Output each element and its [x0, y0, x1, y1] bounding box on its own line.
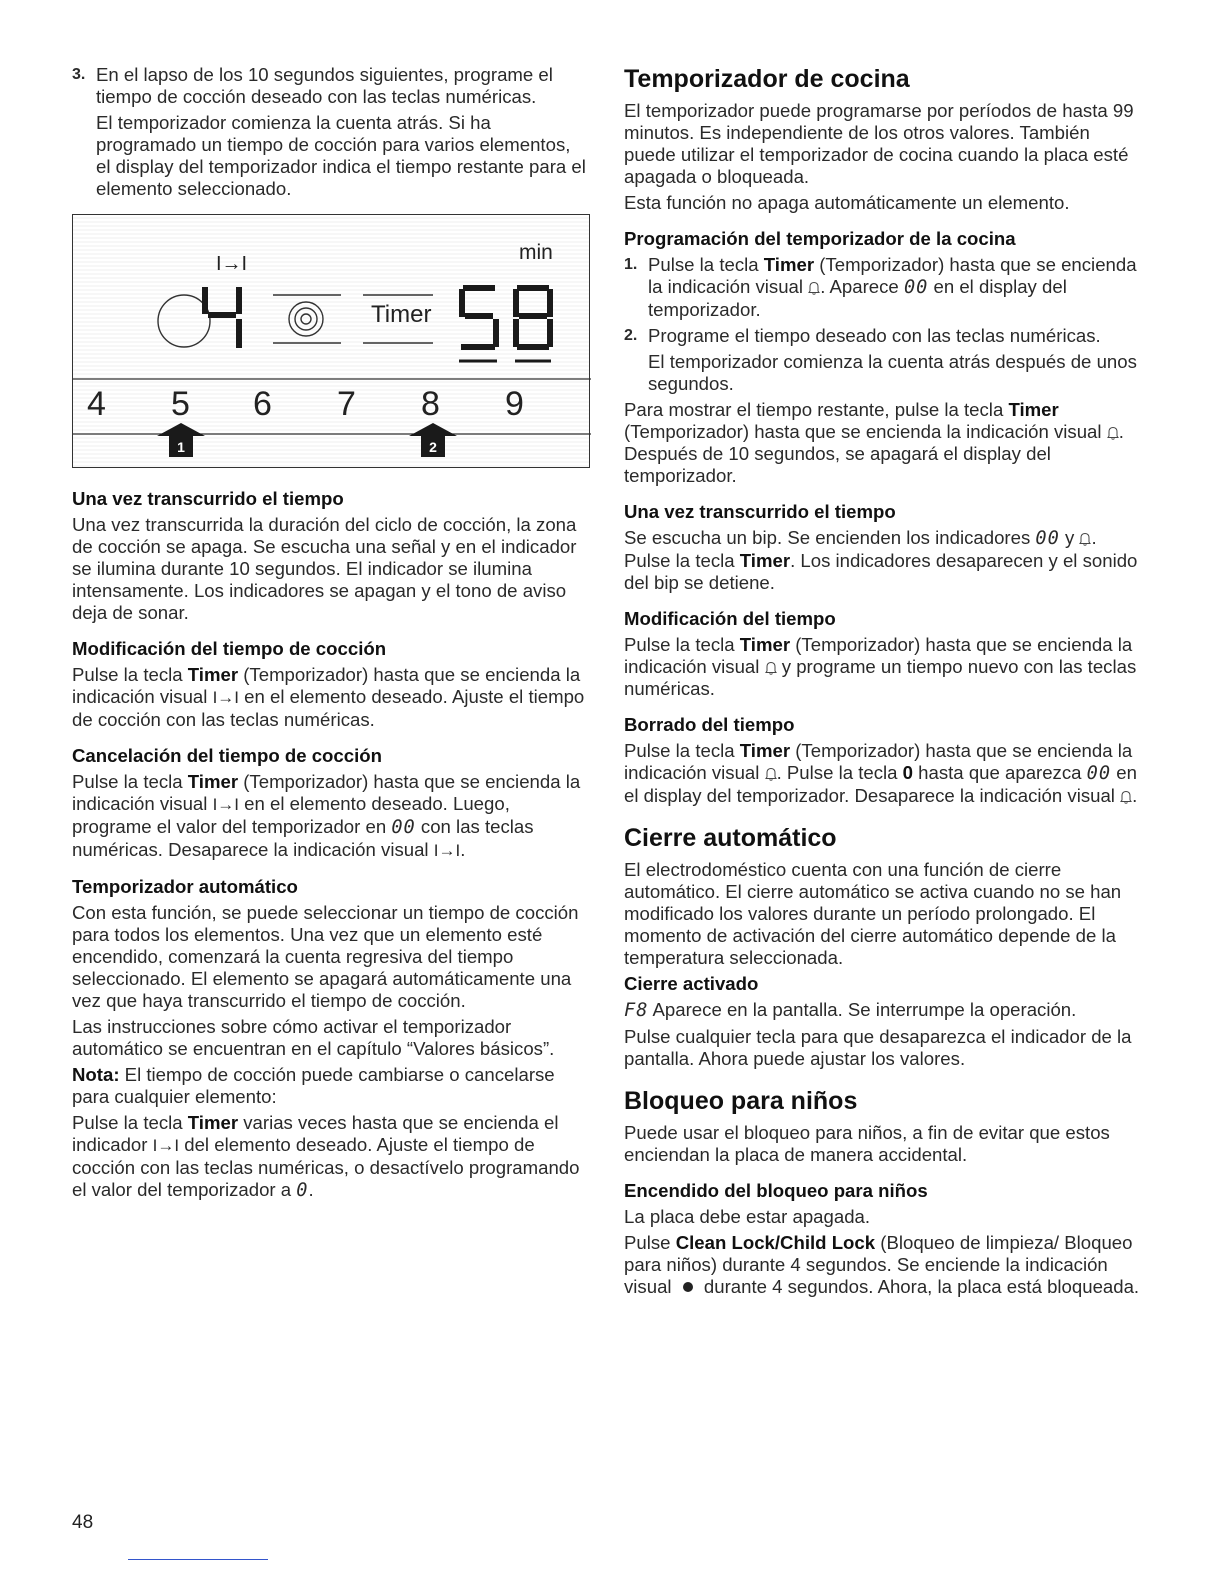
key-9: 9	[505, 385, 524, 423]
step-3-note: El temporizador comienza la cuenta atrás. Si ha programado un tiempo de cocción para varios elementos, el display del temporizador indica el tiempo restante para el elemento seleccionado.	[96, 112, 586, 199]
timer-ring-icon	[289, 302, 323, 336]
key-8: 8	[421, 385, 440, 423]
key-4: 4	[87, 385, 106, 423]
segment-0: 0	[296, 1180, 309, 1201]
heading-kitchen-timer: Temporizador de cocina	[624, 65, 910, 93]
shutoff-active-text-2: Pulse cualquier tecla para que desaparezca el indicador de la pantalla. Ahora puede ajustar los valores.	[624, 1026, 1132, 1069]
timer-digit-8	[513, 285, 553, 350]
timer-digit-5	[459, 285, 499, 350]
key-6: 6	[253, 385, 272, 423]
time-elapsed-text: Una vez transcurrida la duración del ciclo de cocción, la zona de cocción se apaga. Se escucha una señal y en el indicador se ilumina durante 10 segundos. El indicador se ilumina intensamente. Los indicadores se apagan y el tono de aviso deja de sonar.	[72, 514, 577, 623]
auto-shutoff-text: El electrodoméstico cuenta con una función de cierre automático. El cierre automático se activa cuando no se han modificado los valores durante un período prolongado. El momento de activación del cierre automático depende de la temperatura seleccionada.	[624, 859, 1122, 968]
heading-modify-time: Modificación del tiempo	[624, 608, 836, 629]
key-7: 7	[337, 385, 356, 423]
kitchen-timer-text-2: Esta función no apaga automáticamente un elemento.	[624, 192, 1070, 213]
step-2-note: El temporizador comienza la cuenta atrás después de unos segundos.	[648, 351, 1137, 394]
erase-time-text: Pulse la tecla Timer (Temporizador) hasta que se encienda la indicación visual . Pulse la tecla 0 hasta que aparezca 00 en el display del temporizador. Desaparece la indicación visual .	[624, 740, 1138, 806]
step-number: 3.	[72, 66, 86, 83]
child-lock-on-text-2: Pulse Clean Lock/Child Lock (Bloqueo de limpieza/ Bloqueo para niños) durante 4 segundos. Se enciende la indicación visual durante 4 segundos. Ahora, la placa está bloqueada.	[624, 1232, 1140, 1297]
bell-icon	[1107, 426, 1119, 440]
heading-auto-shutoff: Cierre automático	[624, 824, 837, 852]
heading-cancel-cook-time: Cancelación del tiempo de cocción	[72, 745, 382, 766]
timer-label: Timer	[371, 301, 432, 328]
child-lock-text: Puede usar el bloqueo para niños, a fin de evitar que estos enciendan la placa de manera accidental.	[624, 1122, 1110, 1165]
heading-time-elapsed: Una vez transcurrido el tiempo	[72, 488, 344, 509]
time-elapsed-right-text: Se escucha un bip. Se encienden los indicadores 00 y . Pulse la tecla Timer. Los indicadores desaparecen y el sonido del bip se detiene.	[624, 527, 1138, 593]
badge-1: 1	[177, 439, 185, 455]
step-text: En el lapso de los 10 segundos siguientes, programe el tiempo de cocción deseado con las teclas numéricas.	[96, 64, 553, 107]
auto-timer-text-3: Pulse la tecla Timer varias veces hasta que se encienda el indicador I→I del elemento deseado. Ajuste el tiempo de cocción con las teclas numéricas, o desactívelo programando el valor del temporizador a 0.	[72, 1112, 580, 1201]
left-column	[72, 64, 586, 1206]
bell-icon	[765, 661, 777, 675]
segment-00: 00	[1086, 763, 1112, 784]
cancel-cook-time-text: Pulse la tecla Timer (Temporizador) hasta que se encienda la indicación visual I→I en el elemento deseado. Luego, programe el valor del temporizador en 00 con las teclas numéricas. Desaparece la indicación visual I→I.	[72, 771, 581, 860]
segment-00: 00	[391, 817, 416, 838]
key-5: 5	[171, 385, 190, 423]
heading-timer-programming: Programación del temporizador de la cocina	[624, 228, 1016, 249]
zone-digit-4	[202, 287, 242, 348]
segment-f8: F8	[624, 1000, 649, 1021]
heading-child-lock: Bloqueo para niños	[624, 1087, 858, 1115]
cooktop-display-figure	[72, 214, 590, 468]
auto-timer-note: Nota: El tiempo de cocción puede cambiarse o cancelarse para cualquier elemento:	[72, 1064, 555, 1107]
dot-indicator-icon	[683, 1282, 693, 1292]
list-item-step-2: 2. Programe el tiempo deseado con las teclas numéricas.	[624, 325, 1101, 346]
show-remaining-text: Para mostrar el tiempo restante, pulse la tecla Timer (Temporizador) hasta que se encienda la indicación visual . Después de 10 segundos, se apagará el display del temporizador.	[624, 399, 1124, 486]
right-column	[624, 64, 1140, 1302]
number-row	[73, 379, 589, 439]
bell-icon	[1079, 532, 1091, 546]
zone-timer-symbol: I→I	[216, 253, 248, 275]
segment-00: 00	[1035, 528, 1060, 549]
shutoff-active-text: F8 Aparece en la pantalla. Se interrumpe la operación.	[624, 999, 1077, 1021]
zone-timer-symbol: I→I	[152, 1136, 180, 1155]
auto-timer-text-1: Con esta función, se puede seleccionar un tiempo de cocción para todos los elementos. Una vez que un elemento esté encendido, comenzará la cuenta regresiva del tiempo seleccionado. El elemento se apagará automáticamente una vez que haya transcurrido el tiempo de cocción.	[72, 902, 579, 1011]
modify-time-text: Pulse la tecla Timer (Temporizador) hasta que se encienda la indicación visual y programe un tiempo nuevo con las teclas numéricas.	[624, 634, 1137, 699]
zone-timer-symbol: I→I	[433, 841, 461, 860]
min-label: min	[519, 241, 553, 264]
kitchen-timer-text-1: El temporizador puede programarse por períodos de hasta 99 minutos. Es independiente de los otros valores. También puede utilizar el temporizador de cocina cuando la placa esté apagada o bloqueada.	[624, 100, 1134, 187]
bell-icon	[1120, 790, 1132, 804]
list-item-step-3	[72, 64, 586, 108]
bell-icon	[765, 767, 777, 781]
heading-time-elapsed-right: Una vez transcurrido el tiempo	[624, 501, 896, 522]
zone-timer-symbol: I→I	[212, 688, 240, 707]
zone-timer-symbol: I→I	[212, 795, 240, 814]
bell-icon	[808, 281, 820, 295]
heading-erase-time: Borrado del tiempo	[624, 714, 795, 735]
modify-cook-time-text: Pulse la tecla Timer (Temporizador) hasta que se encienda la indicación visual I→I en el elemento deseado. Ajuste el tiempo de cocción con las teclas numéricas.	[72, 664, 585, 730]
child-lock-on-text-1: La placa debe estar apagada.	[624, 1206, 871, 1227]
heading-modify-cook-time: Modificación del tiempo de cocción	[72, 638, 387, 659]
heading-auto-timer: Temporizador automático	[72, 876, 298, 897]
list-item-step-1: 1. Pulse la tecla Timer (Temporizador) hasta que se encienda la indicación visual . Aparece 00 en el display del temporizador.	[624, 254, 1137, 320]
segment-00: 00	[903, 277, 929, 298]
page-number: 48	[72, 1512, 94, 1533]
footer-rule	[128, 1559, 268, 1560]
heading-shutoff-active: Cierre activado	[624, 973, 759, 994]
badge-2: 2	[429, 439, 437, 455]
auto-timer-text-2: Las instrucciones sobre cómo activar el temporizador automático se encuentran en el capítulo “Valores básicos”.	[72, 1016, 555, 1059]
heading-child-lock-on: Encendido del bloqueo para niños	[624, 1180, 928, 1201]
